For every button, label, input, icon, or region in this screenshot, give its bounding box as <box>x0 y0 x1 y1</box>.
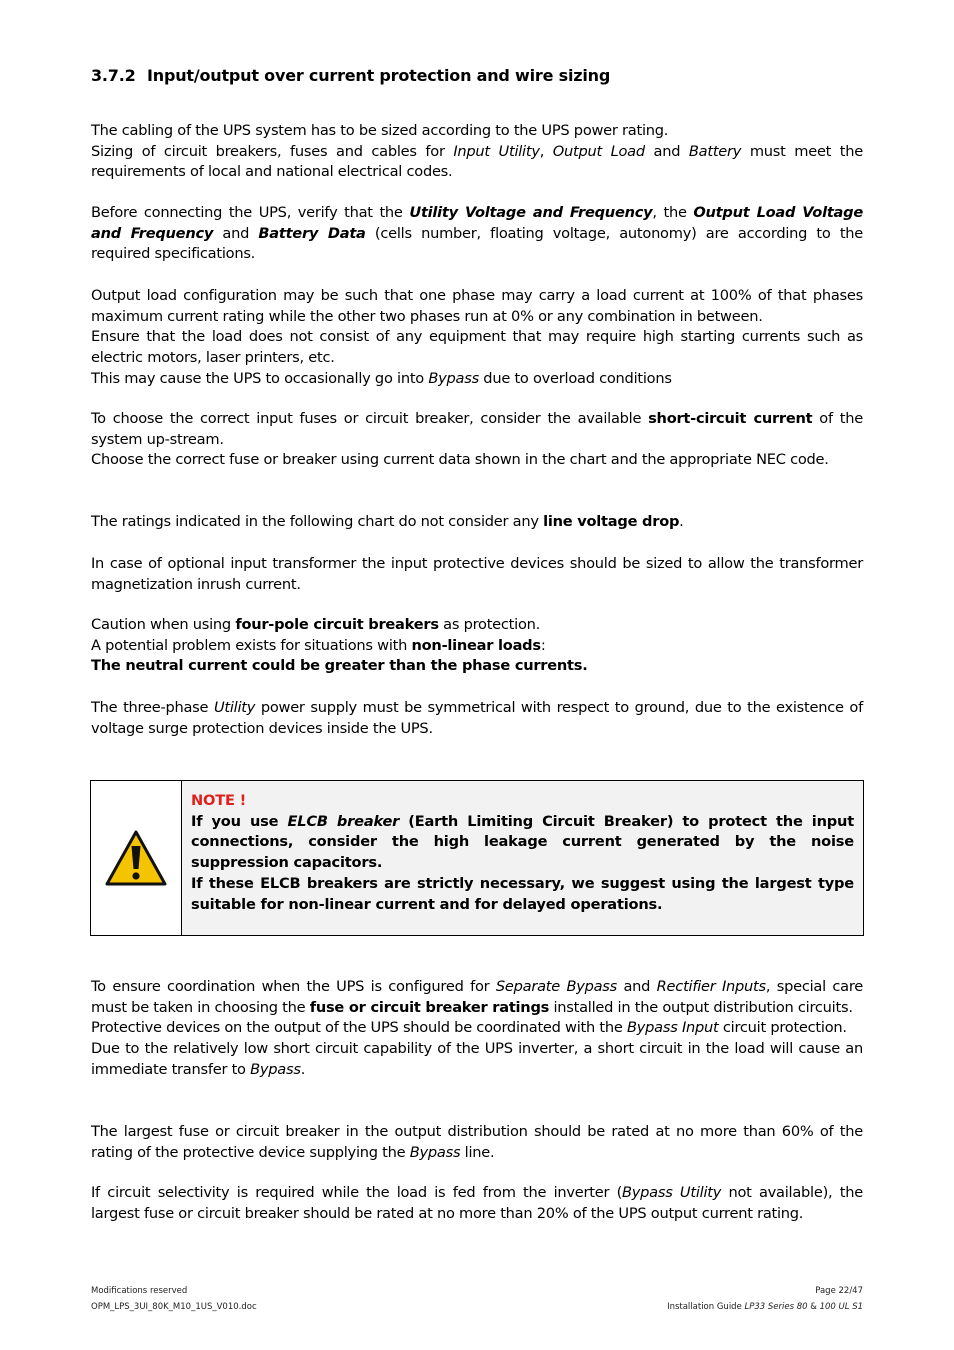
note-line-1 <box>191 812 854 874</box>
text: The three-phase <box>91 699 214 716</box>
strong: four-pole circuit breakers <box>235 616 439 633</box>
text: as protection. <box>438 616 541 633</box>
footer-page-number: Page 22/47 <box>815 1286 863 1296</box>
text: If circuit selectivity is required while the load is fed from the inverter ( <box>91 1184 623 1201</box>
emphasis: Bypass <box>409 1143 461 1161</box>
text: Due to the relatively low short circuit capability of the UPS inverter, a short circuit in the load will cause an immediate transfer to <box>91 1040 863 1078</box>
text: (Earth Limiting Circuit Breaker) to protect the input connections, consider the high leakage current generated by the noise suppression capacitors. <box>191 812 855 872</box>
text: The ratings indicated in the following chart do not consider any <box>91 513 544 530</box>
emphasis: Output Load <box>552 142 645 160</box>
strong: line voltage drop <box>543 513 680 530</box>
text: Output load configuration may be such that one phase may carry a load current at 100% of that phases maximum current rating while the other two phases run at 0% or any combination in between. <box>91 287 863 325</box>
emphasis: Battery <box>688 142 742 160</box>
text: . <box>300 1060 306 1078</box>
text: In case of optional input transformer the input protective devices should be sized to allow the transformer magnetization inrush current. <box>91 555 863 593</box>
emphasis: Bypass <box>250 1060 301 1078</box>
note-box <box>90 780 864 936</box>
emphasis: Separate Bypass <box>495 978 618 995</box>
note-content <box>191 791 854 915</box>
text: Caution when using <box>91 616 236 633</box>
paragraph-transformer <box>91 554 863 595</box>
footer-filename: OPM_LPS_3UI_80K_M10_1US_V010.doc <box>91 1302 257 1312</box>
emphasis: Output Load Voltage and Frequency <box>91 204 863 242</box>
paragraph-three-phase <box>91 698 863 739</box>
footer-guide-title <box>667 1299 863 1315</box>
note-line-2: If these ELCB breakers are strictly necessary, we suggest using the largest type suitable for non-linear current and for delayed operations. <box>191 874 854 913</box>
text: and <box>617 978 657 995</box>
strong: fuse or circuit breaker ratings <box>309 998 550 1016</box>
text: due to overload conditions <box>478 369 672 387</box>
strong: The neutral current could be greater than the phase currents. <box>91 657 588 675</box>
footer-right <box>667 1283 863 1315</box>
text: and <box>213 224 259 242</box>
paragraph-output-load <box>91 286 863 390</box>
text: installed in the output distribution circuits. <box>549 998 853 1016</box>
section-number: 3.7.2 <box>91 66 136 85</box>
text: line. <box>460 1143 495 1161</box>
text: . <box>679 513 684 530</box>
section-heading <box>91 66 610 85</box>
emphasis: Utility <box>213 699 256 716</box>
text: , special care must be taken in choosing the <box>91 978 864 1016</box>
paragraph-before-connecting <box>91 203 863 265</box>
text: Installation Guide <box>667 1302 745 1312</box>
paragraph-cabling <box>91 121 863 183</box>
warning-icon <box>104 829 168 887</box>
text: Ensure that the load does not consist of any equipment that may require high starting currents such as electric motors, laser printers, etc. <box>91 328 863 367</box>
footer-left <box>91 1283 257 1315</box>
text: not available), the largest fuse or circuit breaker should be rated at no more than 20% of the UPS output current rating. <box>91 1184 863 1222</box>
text: (cells number, floating voltage, autonomy) are according to the required specifications. <box>91 224 864 263</box>
paragraph-largest-fuse <box>91 1122 863 1163</box>
paragraph-input-fuses <box>91 409 863 471</box>
text: , the <box>652 204 694 221</box>
note-title: NOTE ! <box>191 792 247 809</box>
text: Before connecting the UPS, verify that the <box>91 204 410 221</box>
text: A potential problem exists for situations with <box>91 636 412 654</box>
text: of the system up-stream. <box>91 410 863 448</box>
paragraph-coordination <box>91 977 863 1081</box>
paragraph-caution <box>91 615 863 677</box>
section-title: Input/output over current protection and wire sizing <box>147 66 611 85</box>
emphasis: Rectifier Inputs <box>656 978 766 995</box>
emphasis: LP33 Series 80 <box>744 1302 808 1312</box>
emphasis: Input Utility <box>453 142 540 160</box>
text: Sizing of circuit breakers, fuses and cables for <box>91 142 454 160</box>
text: power supply must be symmetrical with respect to ground, due to the existence of voltage surge protection devices inside the UPS. <box>91 699 863 737</box>
text: The cabling of the UPS system has to be sized according to the UPS power rating. <box>91 122 669 139</box>
emphasis: Bypass <box>428 369 479 387</box>
text: The largest fuse or circuit breaker in the output distribution should be rated at no more than 60% of the rating of the protective device supplying the <box>91 1123 863 1161</box>
text: Protective devices on the output of the UPS should be coordinated with the <box>91 1019 627 1037</box>
text: : <box>540 636 546 654</box>
text: To choose the correct input fuses or circuit breaker, consider the available <box>91 410 649 427</box>
text: must meet the requirements of local and national electrical codes. <box>91 142 864 181</box>
emphasis: Bypass Utility <box>622 1184 722 1201</box>
footer-modifications: Modifications reserved <box>91 1286 188 1296</box>
strong: short-circuit current <box>648 410 813 427</box>
paragraph-ratings <box>91 512 863 533</box>
strong: non-linear loads <box>411 636 541 654</box>
text: If you use <box>191 812 288 830</box>
emphasis: Bypass Input <box>627 1019 719 1037</box>
text: , <box>539 142 553 160</box>
text: Choose the correct fuse or breaker using current data shown in the chart and the appropriate NEC code. <box>91 451 829 469</box>
note-icon-cell <box>91 781 182 935</box>
emphasis: Battery Data <box>258 224 366 242</box>
emphasis: Utility Voltage and Frequency <box>409 204 653 221</box>
text: This may cause the UPS to occasionally go into <box>91 369 429 387</box>
emphasis: 100 UL S1 <box>819 1302 863 1312</box>
text: To ensure coordination when the UPS is configured for <box>91 978 496 995</box>
text: & <box>807 1302 820 1312</box>
paragraph-selectivity <box>91 1183 863 1224</box>
text: circuit protection. <box>718 1019 847 1037</box>
text: and <box>644 142 689 160</box>
emphasis: ELCB breaker <box>287 812 400 830</box>
